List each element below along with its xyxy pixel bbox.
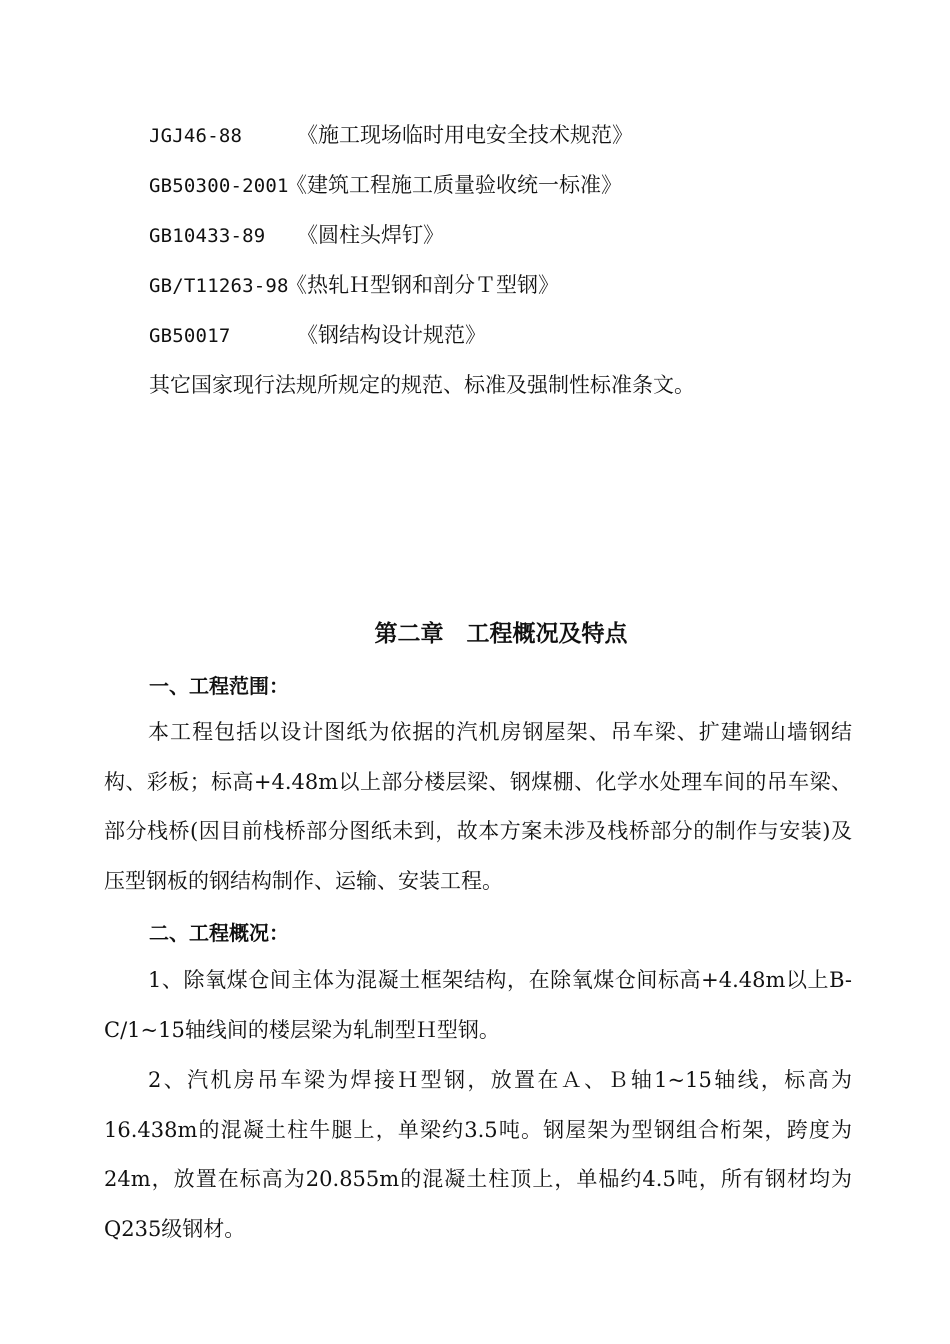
standard-title: 《建筑工程施工质量验收统一标准》 <box>286 173 622 197</box>
chapter-title: 第二章 工程概况及特点 <box>374 621 628 647</box>
other-standards-text: 其它国家现行法规所规定的规范、标准及强制性标准条文。 <box>149 373 695 397</box>
standard-title: 《热轧Ｈ型钢和剖分Ｔ型钢》 <box>286 273 559 297</box>
standard-code: JGJ46-88 <box>149 125 243 147</box>
standard-line <box>149 320 486 350</box>
section-heading-scope: 一、工程范围： <box>149 674 289 698</box>
scope-paragraph: 本工程包括以设计图纸为依据的汽机房钢屋架、吊车梁、扩建端山墙钢结构、彩板；标高+4.48m以上部分楼层梁、钢煤棚、化学水处理车间的吊车梁、部分栈桥(因目前栈桥部分图纸未到，故本方案未涉及栈桥部分的制作与安装)及压型钢板的钢结构制作、运输、安装工程。 <box>104 720 852 893</box>
overview-item-2: 2、汽机房吊车梁为焊接Ｈ型钢，放置在Ａ、Ｂ轴1~15轴线，标高为16.438m的混凝土柱牛腿上，单梁约3.5吨。钢屋架为型钢组合桁架，跨度为24m，放置在标高为20.855m的混凝土柱顶上，单榀约4.5吨，所有钢材均为Q235级钢材。 <box>104 1068 852 1241</box>
standard-line <box>149 170 622 200</box>
standard-line <box>149 270 559 300</box>
section-heading-overview: 二、工程概况： <box>149 921 289 945</box>
standard-title: 《钢结构设计规范》 <box>297 323 486 347</box>
standard-line <box>149 220 444 250</box>
standard-title: 《圆柱头焊钉》 <box>297 223 444 247</box>
standard-code: GB/T11263-98 <box>149 275 289 297</box>
standard-code: GB50300-2001 <box>149 175 289 197</box>
standard-title: 《施工现场临时用电安全技术规范》 <box>297 123 633 147</box>
standard-code: GB50017 <box>149 325 231 347</box>
standard-line <box>149 120 633 150</box>
standard-code: GB10433-89 <box>149 225 266 247</box>
overview-item-1: 1、除氧煤仓间主体为混凝土框架结构，在除氧煤仓间标高+4.48m以上B-C/1~15轴线间的楼层梁为轧制型Ｈ型钢。 <box>104 968 852 1042</box>
